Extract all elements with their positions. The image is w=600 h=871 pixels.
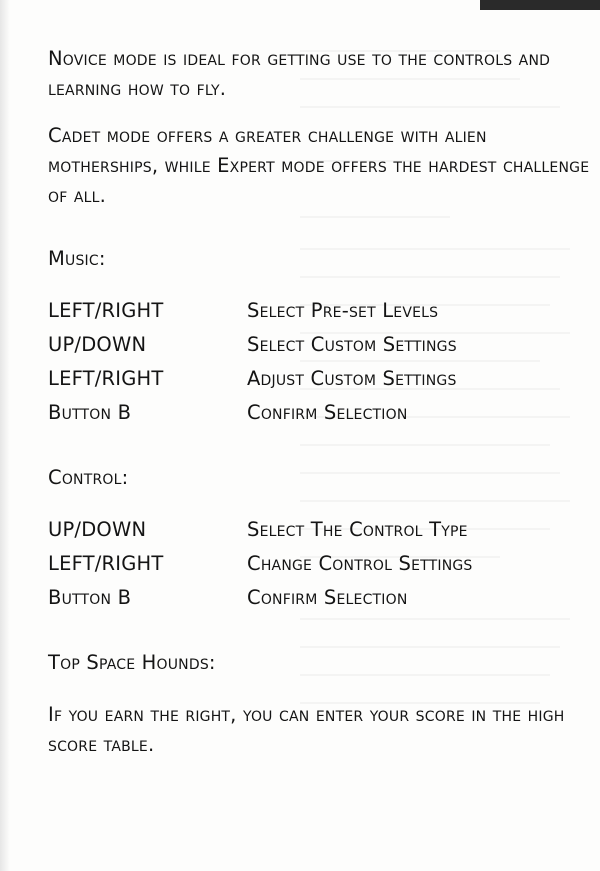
novice-mode-paragraph: Novice mode is ideal for getting use to the controls and learning how to fly. xyxy=(48,47,551,100)
control-row xyxy=(48,549,593,583)
page-top-edge xyxy=(480,0,600,10)
cadet-mode-paragraph: Cadet mode offers a greater challenge with alien motherships, while Expert mode offers the hardest challenge of all. xyxy=(48,124,590,207)
control-heading: Control: xyxy=(48,466,129,489)
control-action: Change Control Settings xyxy=(247,552,473,575)
control-settings-list xyxy=(48,515,593,617)
control-row xyxy=(48,330,593,364)
control-row xyxy=(48,296,593,330)
control-row xyxy=(48,398,593,432)
control-key: Button B xyxy=(48,586,132,609)
control-action: Confirm Selection xyxy=(247,586,408,609)
control-key: Button B xyxy=(48,401,132,424)
control-row xyxy=(48,364,593,398)
manual-content xyxy=(48,44,593,760)
control-action: Select Custom Settings xyxy=(247,333,457,356)
control-row xyxy=(48,515,593,549)
control-action: Adjust Custom Settings xyxy=(247,367,457,390)
control-action: Select The Control Type xyxy=(247,518,468,541)
control-action: Select Pre-set Levels xyxy=(247,299,439,322)
top-space-hounds-heading: Top Space Hounds: xyxy=(48,651,216,674)
high-score-paragraph: If you earn the right, you can enter your score in the high score table. xyxy=(48,703,565,756)
control-action: Confirm Selection xyxy=(247,401,408,424)
control-key: LEFT/RIGHT xyxy=(48,367,164,390)
control-row xyxy=(48,583,593,617)
page-edge-shadow xyxy=(0,0,10,871)
music-controls-list xyxy=(48,296,593,432)
control-key: UP/DOWN xyxy=(48,518,147,541)
music-heading: Music: xyxy=(48,247,106,270)
control-key: UP/DOWN xyxy=(48,333,147,356)
control-key: LEFT/RIGHT xyxy=(48,299,164,322)
control-key: LEFT/RIGHT xyxy=(48,552,164,575)
